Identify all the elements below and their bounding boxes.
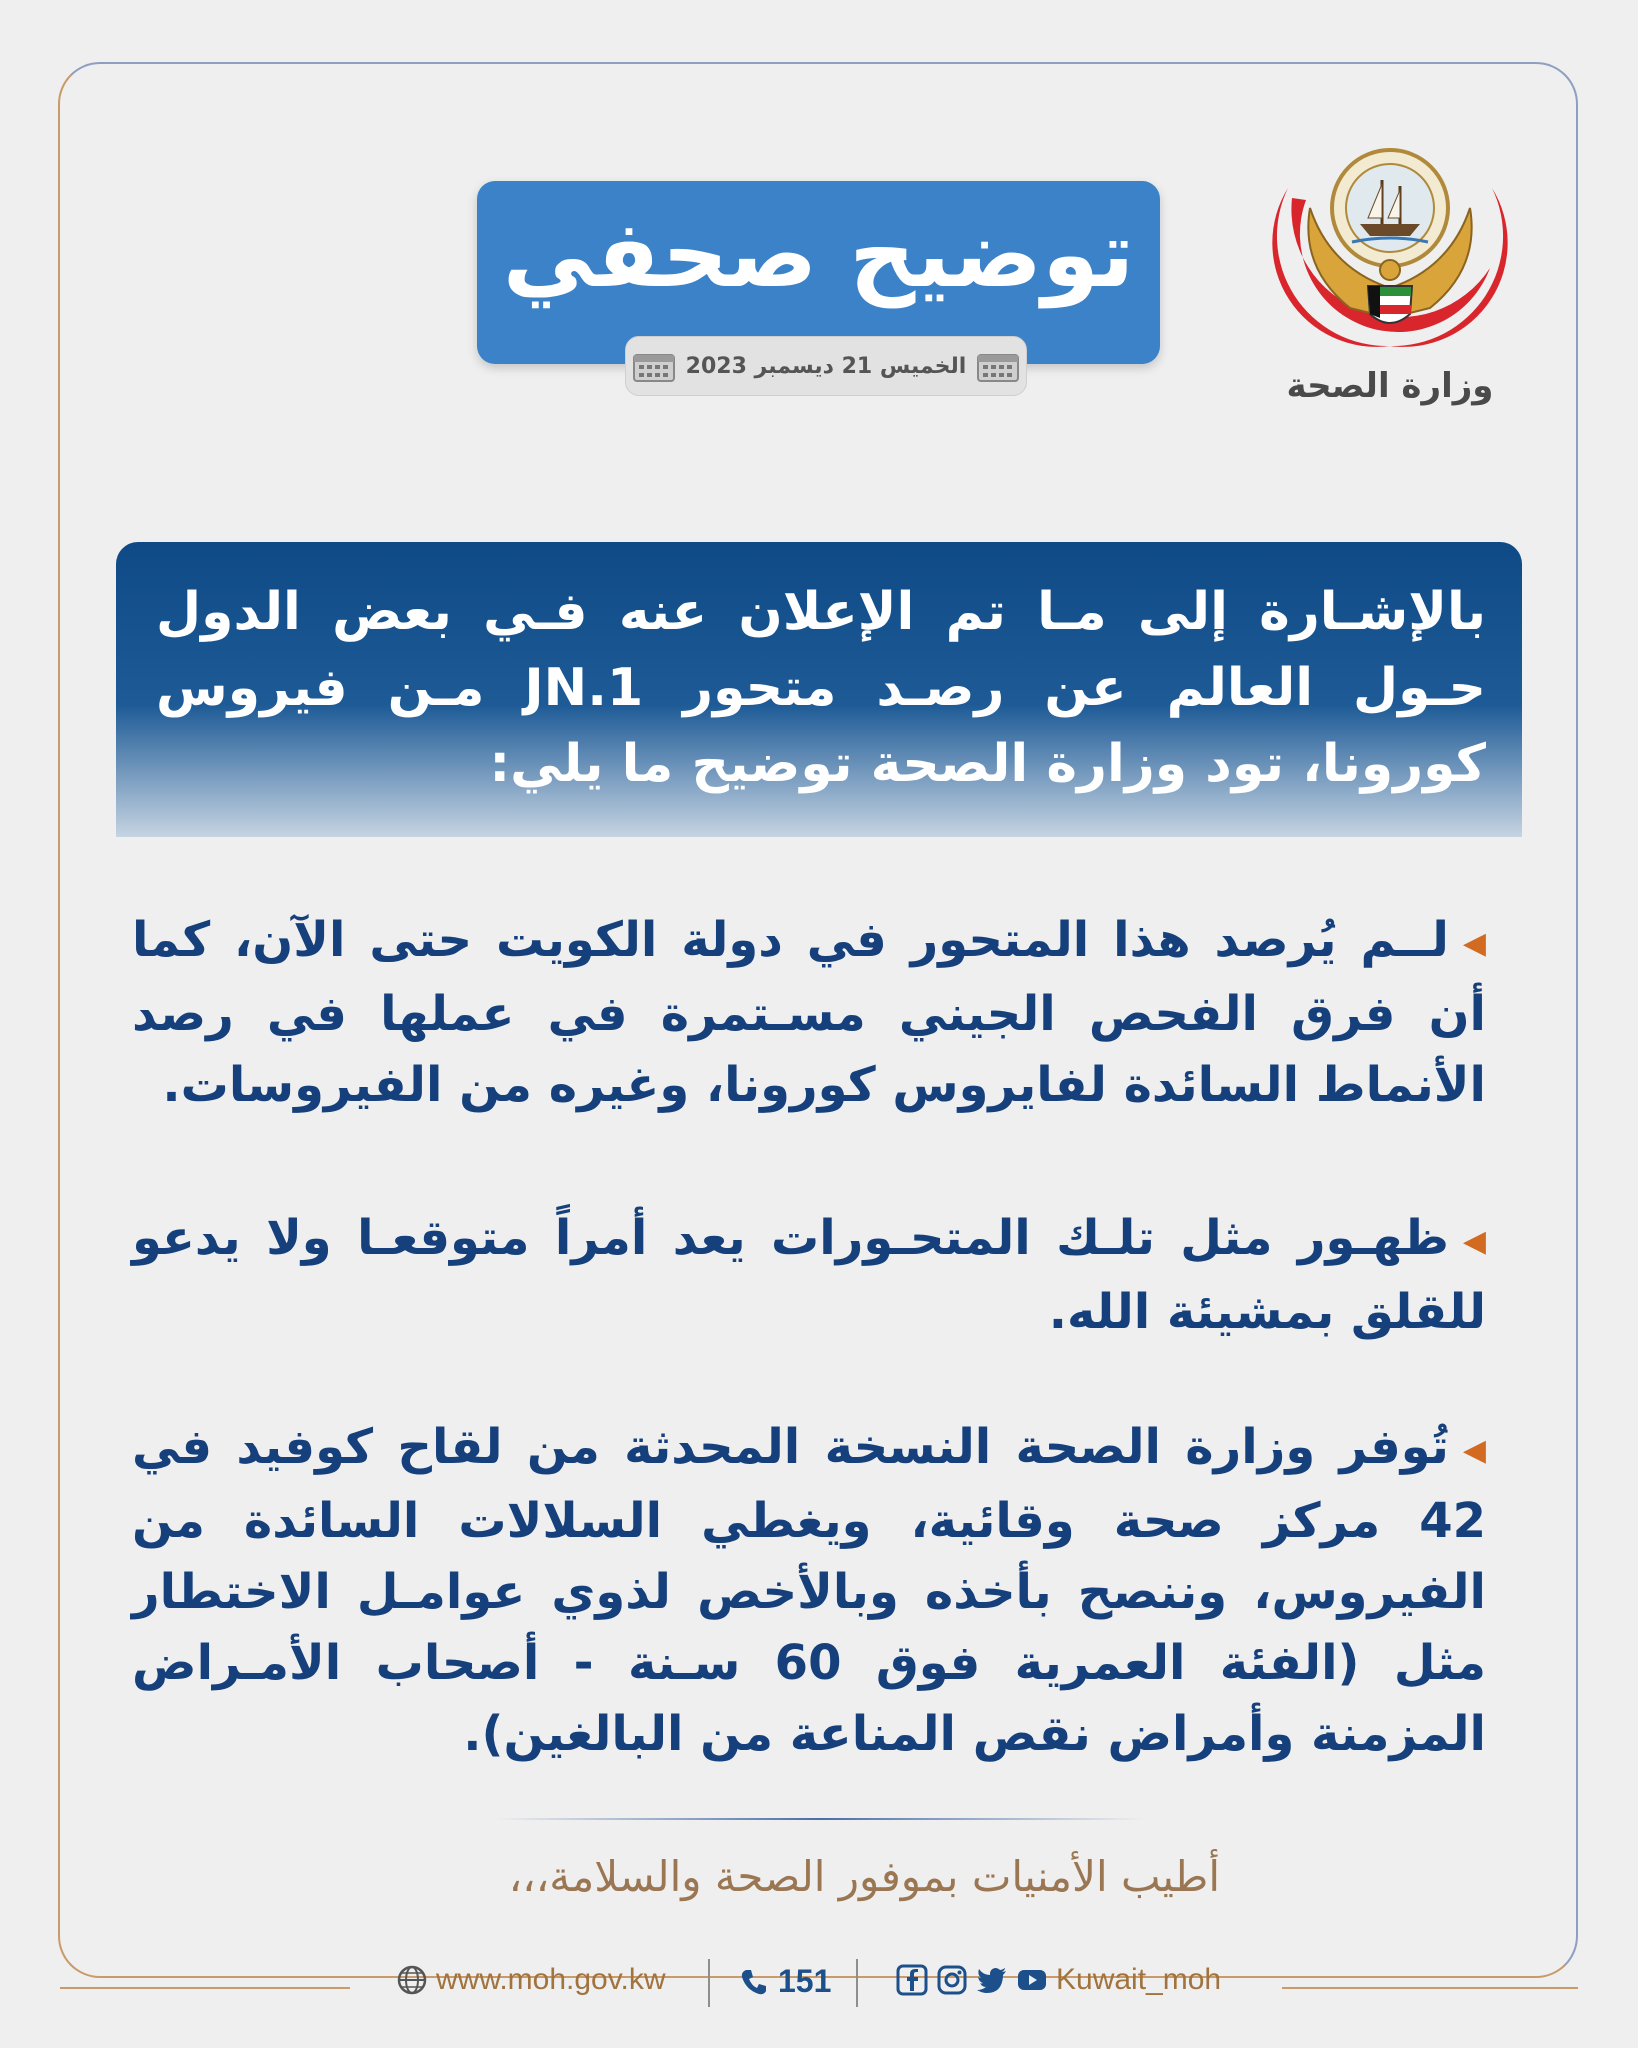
facebook-icon[interactable]	[896, 1964, 928, 1996]
bullet-item	[132, 1412, 1486, 1770]
calendar-icon	[976, 349, 1020, 383]
bullet-text: ظهـور مثل تلـك المتحـورات يعد أمراً متوقعـا ولا يدعو للقلق بمشيئة الله.	[132, 1210, 1486, 1340]
bullet-item	[132, 1203, 1486, 1348]
calendar-icon	[632, 349, 676, 383]
twitter-icon[interactable]	[976, 1964, 1008, 1996]
bullet-item	[132, 905, 1486, 1121]
intro-panel	[116, 542, 1522, 837]
ministry-name: وزارة الصحة	[1286, 366, 1494, 406]
date-text: الخميس 21 ديسمبر 2023	[685, 353, 967, 379]
page-title: توضيح صحفي	[502, 201, 1135, 308]
social-links	[896, 1963, 1221, 1997]
kuwait-emblem-icon	[1260, 118, 1520, 358]
phone-number: 151	[778, 1963, 832, 1999]
phone-icon	[738, 1966, 770, 1998]
website-link[interactable]	[396, 1963, 666, 1997]
instagram-icon[interactable]	[936, 1964, 968, 1996]
website-text: www.moh.gov.kw	[436, 1963, 666, 1996]
closing-text: أطيب الأمنيات بموفور الصحة والسلامة،،،	[508, 1852, 1220, 1901]
social-handle: Kuwait_moh	[1056, 1963, 1222, 1996]
footer-rule	[60, 1987, 350, 1989]
footer-separator	[708, 1959, 710, 2007]
footer-rule	[1282, 1987, 1578, 1989]
triangle-bullet-icon: ◀	[1462, 1432, 1486, 1468]
intro-text: بالإشـارة إلى مـا تم الإعلان عنه فـي بعض الدول حـول العالم عن رصـد متحور JN.1 مـن فيروس كورونا، تود وزارة الصحة توضيح ما يلي:	[156, 582, 1487, 794]
youtube-icon[interactable]	[1016, 1964, 1048, 1996]
divider	[495, 1818, 1145, 1820]
footer	[0, 1955, 1638, 2015]
ministry-logo	[1260, 118, 1520, 418]
bullet-text: لــم يُرصد هذا المتحور في دولة الكويت حتى الآن، كما أن فرق الفحص الجيني مسـتمرة في عملها في رصد الأنماط السائدة لفايروس كورونا، وغيره من الفيروسات.	[132, 912, 1486, 1113]
triangle-bullet-icon: ◀	[1462, 1223, 1486, 1259]
phone-link[interactable]	[738, 1963, 831, 2000]
footer-separator	[856, 1959, 858, 2007]
date-badge	[625, 336, 1027, 396]
triangle-bullet-icon: ◀	[1462, 925, 1486, 961]
bullet-text: تُوفر وزارة الصحة النسخة المحدثة من لقاح كوفيد في 42 مركز صحة وقائية، ويغطي السلالات السائدة من الفيروس، وننصح بأخذه وبالأخص لذوي عوامـل الاختطار مثل (الفئة العمرية فوق 60 سـنة - أصحاب الأمـراض المزمنة وأمراض نقص المناعة من البالغين).	[132, 1419, 1487, 1762]
globe-icon	[396, 1964, 428, 1996]
